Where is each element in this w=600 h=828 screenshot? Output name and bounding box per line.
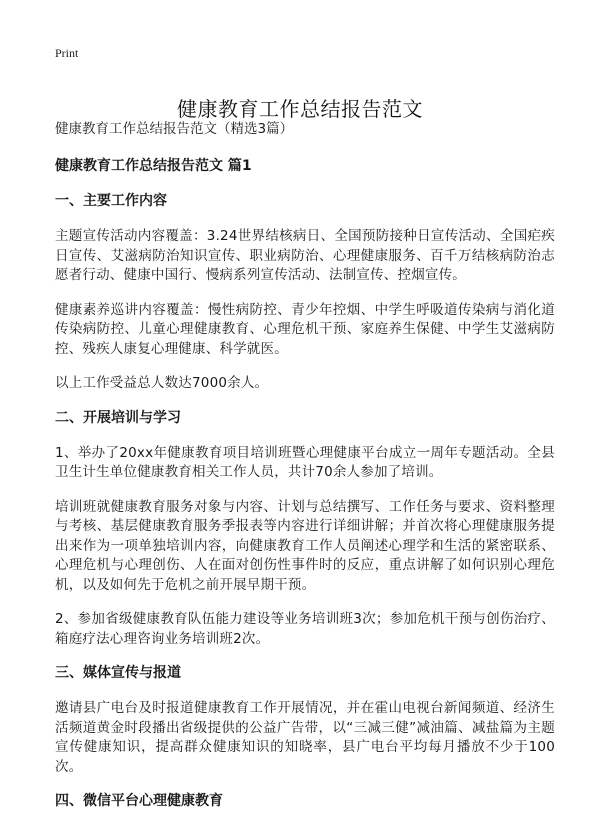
article-heading: 健康教育工作总结报告范文 篇1 bbox=[55, 158, 252, 174]
section-heading-3: 三、媒体宣传与报道 bbox=[55, 665, 181, 681]
section-heading-2: 二、开展培训与学习 bbox=[55, 409, 181, 426]
section-heading-1: 一、主要工作内容 bbox=[55, 193, 167, 209]
paragraph: 1、举办了20xx年健康教育项目培训班暨心理健康平台成立一周年专题活动。全县卫生计生单位健康教育相关工作人员，共计70余人参加了培训。 bbox=[55, 444, 555, 480]
paragraph: 培训班就健康教育服务对象与内容、计划与总结撰写、工作任务与要求、资料整理与考核、基层健康教育服务季报表等内容进行详细讲解；并首次将心理健康服务提出来作为一项单独培训内容，向健康教育工作人员阐述心理学和生活的紧密联系、心理危机与心理创伤、人在面对创伤性事件时的反应，重点讲解了如何识别心理危机，以及如何先于危机之前开展早期干预。 bbox=[55, 498, 555, 593]
paragraph: 以上工作受益总人数达7000余人。 bbox=[55, 375, 269, 391]
print-label[interactable]: Print bbox=[55, 46, 79, 60]
document-subtitle: 健康教育工作总结报告范文（精选3篇） bbox=[55, 121, 294, 137]
section-heading-4: 四、微信平台心理健康教育 bbox=[55, 793, 223, 809]
document-body bbox=[55, 120, 555, 827]
paragraph: 健康素养巡讲内容覆盖：慢性病防控、青少年控烟、中学生呼吸道传染病与消化道传染病防控、儿童心理健康教育、心理危机干预、家庭养生保健、中学生艾滋病防控、残疾人康复心理健康、科学就医。 bbox=[55, 301, 555, 357]
page-title: 健康教育工作总结报告范文 bbox=[177, 97, 423, 122]
paragraph: 主题宣传活动内容覆盖：3.24世界结核病日、全国预防接种日宣传活动、全国疟疾日宣传、艾滋病防治知识宣传、职业病防治、心理健康服务、百千万结核病防治志愿者行动、健康中国行、慢病系列宣传活动、法制宣传、控烟宣传。 bbox=[55, 228, 555, 283]
paragraph: 2、参加省级健康教育队伍能力建设等业务培训班3次；参加危机干预与创伤治疗、箱庭疗法心理咨询业务培训班2次。 bbox=[55, 611, 555, 647]
paragraph: 邀请县广电台及时报道健康教育工作开展情况，并在霍山电视台新闻频道、经济生活频道黄金时段播出省级提供的公益广告带，以“三减三健”减油篇、减盐篇为主题宣传健康知识，提高群众健康知识的知晓率，县广电台平均每月播放不少于100次。 bbox=[55, 700, 555, 775]
